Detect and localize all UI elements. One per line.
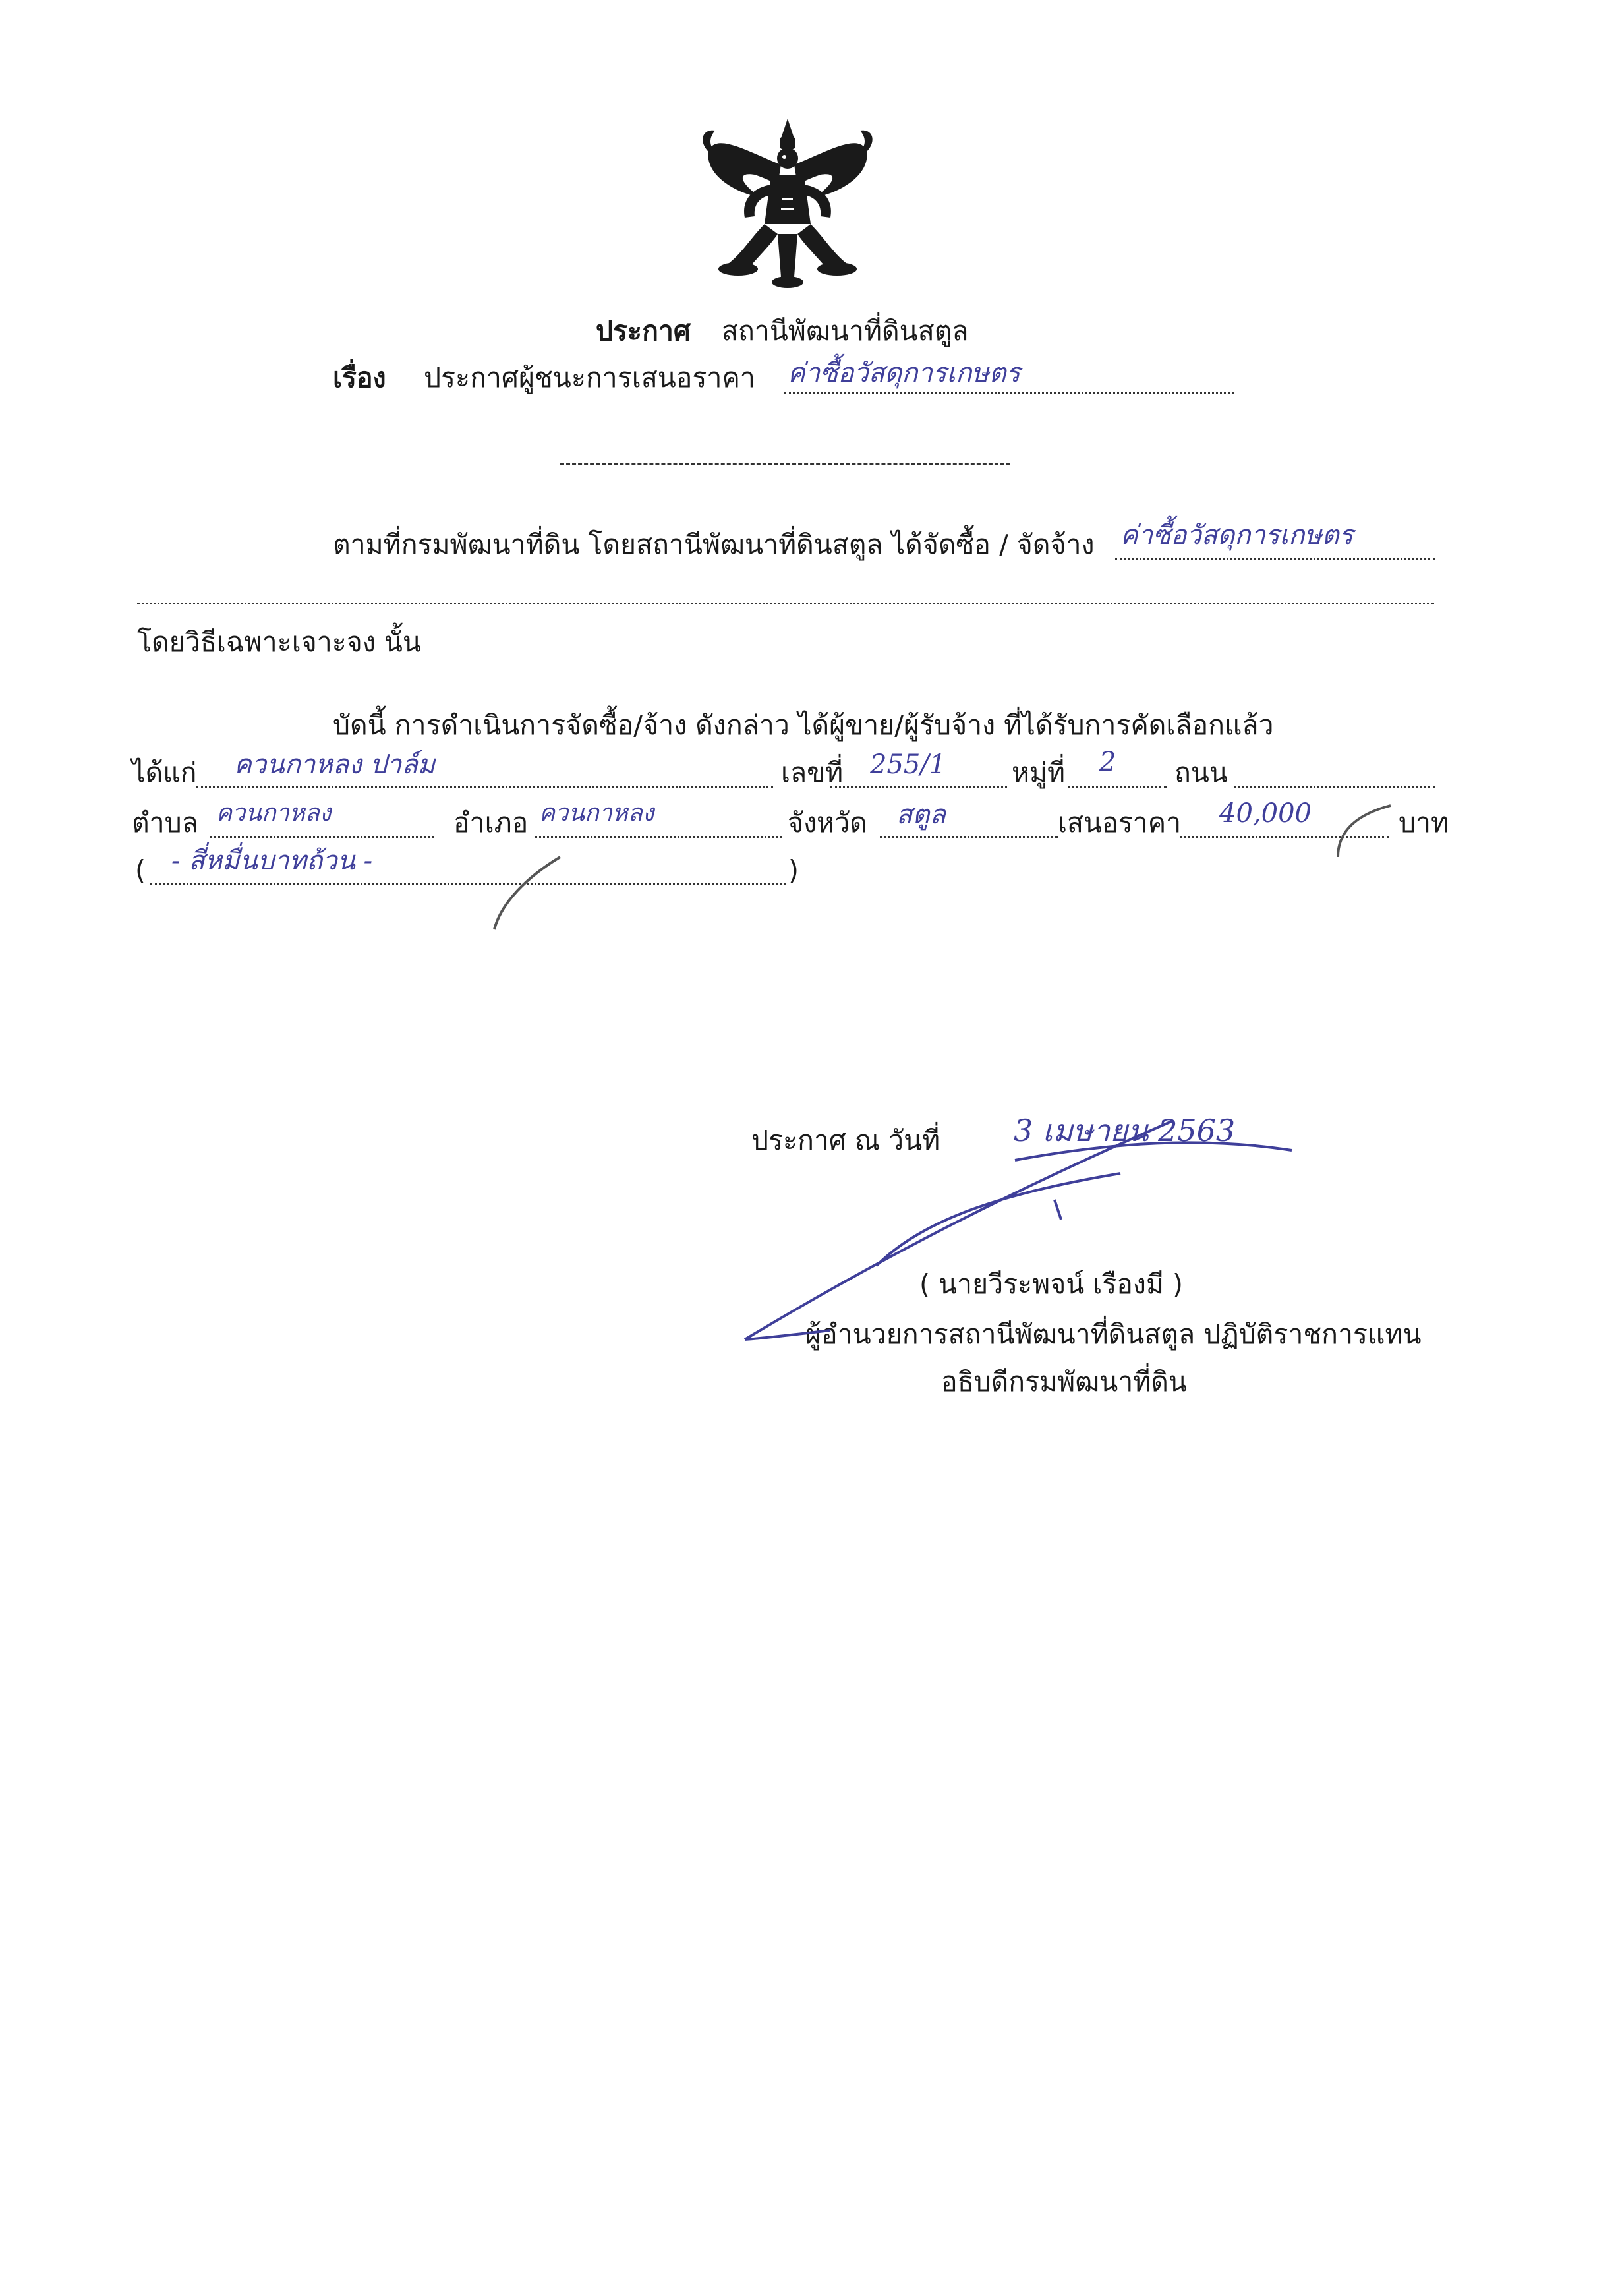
signature-icon [745,1121,1292,1339]
subdistrict-handwritten: ควนกาหลง [216,800,332,827]
para1-text: ตามที่กรมพัฒนาที่ดิน โดยสถานีพัฒนาที่ดินสตูล ได้จัดซื้อ / จัดจ้าง [333,529,1095,560]
announce-label: ประกาศ [596,315,691,347]
paren-open: ( [135,854,146,886]
subdistrict-label: ตำบล [132,807,198,839]
province-handwritten: สตูล [896,800,946,830]
price-handwritten: 40,000 [1219,798,1312,829]
signer-name: ( นายวีระพจน์ เรืองมี ) [919,1268,1184,1300]
office-name: สถานีพัฒนาที่ดินสตูล [722,315,969,347]
words-check-mark-icon [494,857,560,929]
signer-position-line2: อธิบดีกรมพัฒนาที่ดิน [941,1366,1187,1398]
district-label: อำเภอ [453,807,529,839]
moo-handwritten: 2 [1099,747,1116,777]
province-label: จังหวัด [788,807,867,839]
vendor-name-handwritten: ควนกาหลง ปาล์ม [234,750,436,780]
subject-item-handwritten: ค่าซื้อวัสดุการเกษตร [788,358,1021,388]
price-label: เสนอราคา [1058,807,1182,839]
currency-label: บาท [1399,807,1449,839]
moo-label: หมู่ที่ [1012,757,1066,788]
para1-item-handwritten: ค่าซื้อวัสดุการเกษตร [1120,520,1354,550]
date-prefix: ประกาศ ณ วันที่ [751,1125,940,1156]
paren-close: ) [788,854,799,886]
number-handwritten: 255/1 [870,750,946,780]
price-check-mark-icon [1338,806,1391,857]
subject-text: ประกาศผู้ชนะการเสนอราคา [424,362,755,394]
number-label: เลขที่ [781,757,844,788]
para2-text: บัดนี้ การดำเนินการจัดซื้อ/จ้าง ดังกล่าว ได้ผู้ขาย/ผู้รับจ้าง ที่ได้รับการคัดเลือกแล้ว [333,709,1274,741]
district-handwritten: ควนกาหลง [539,800,654,827]
road-label: ถนน [1174,757,1228,788]
subject-label: เรื่อง [333,362,386,394]
method-text: โดยวิธีเฉพาะเจาะจง นั้น [137,626,421,658]
price-words-handwritten: - สี่หมื่นบาทถ้วน - [171,846,373,876]
vendor-to-label: ได้แก่ [132,757,197,788]
signer-position-line1: ผู้อำนวยการสถานีพัฒนาที่ดินสตูล ปฏิบัติราชการแทน [805,1318,1422,1350]
date-handwritten: 3 เมษายน 2563 [1014,1113,1236,1148]
